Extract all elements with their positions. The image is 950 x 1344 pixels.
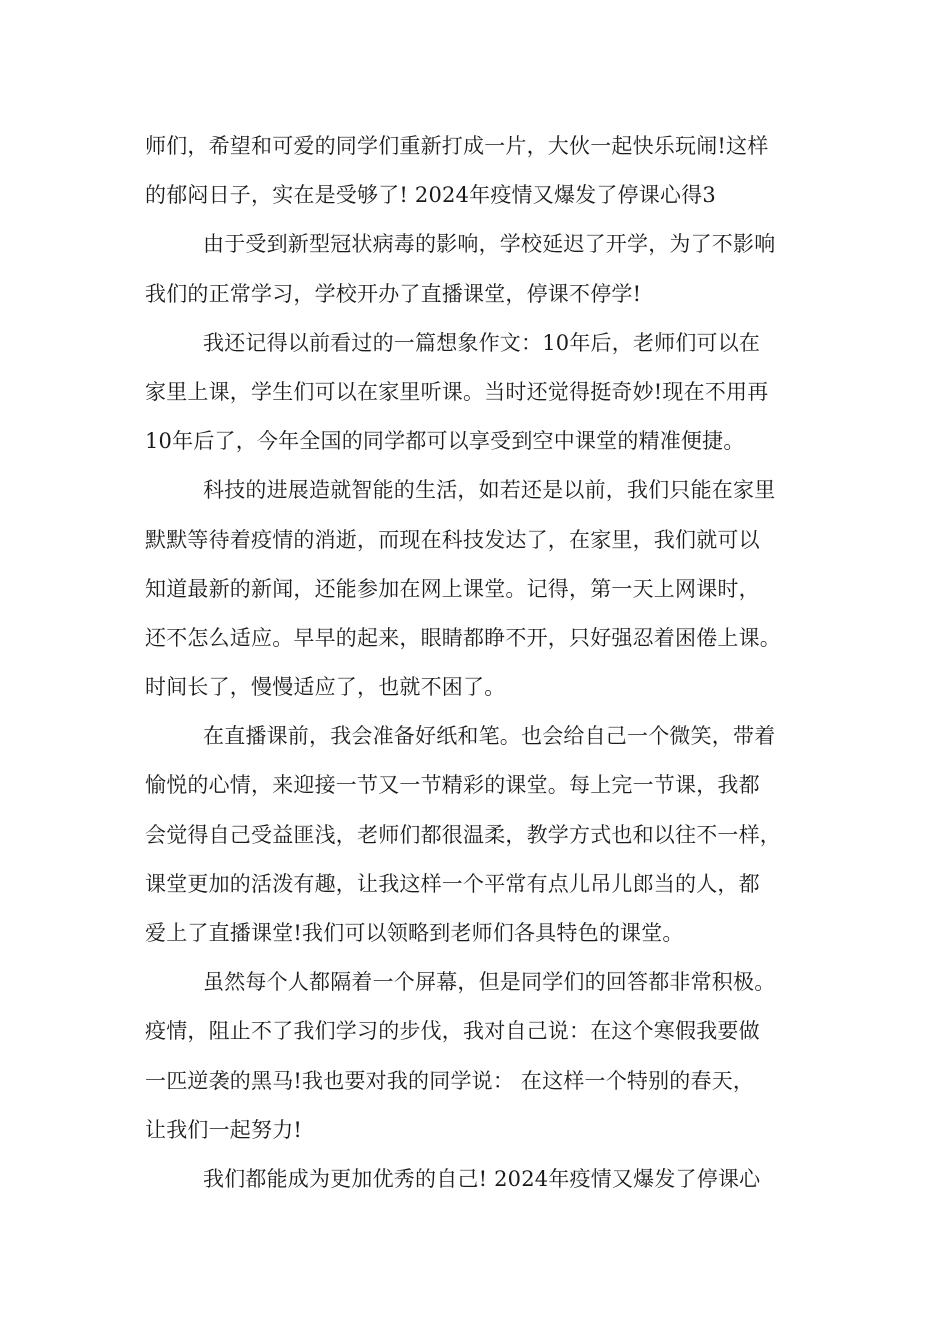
text-line: 一匹逆袭的黑马!我也要对我的同学说： 在这样一个特别的春天，: [145, 1068, 755, 1093]
text-line: 时间长了，慢慢适应了，也就不困了。: [145, 675, 506, 700]
text-line: 知道最新的新闻，还能参加在网上课堂。记得，第一天上网课时，: [145, 576, 760, 601]
paragraph-start-line: 科技的进展造就智能的生活，如若还是以前，我们只能在家里: [203, 478, 776, 503]
text-line: 会觉得自己受益匪浅，老师们都很温柔，教学方式也和以往不一样，: [145, 822, 781, 847]
text-line: 10年后了，今年全国的同学都可以享受到空中课堂的精准便捷。: [145, 429, 745, 454]
text-line: 愉悦的心情，来迎接一节又一节精彩的课堂。每上完一节课，我都: [145, 773, 760, 798]
text-line: 还不怎么适应。早早的起来，眼睛都睁不开，只好强忍着困倦上课。: [145, 625, 781, 650]
text-line: 的郁闷日子，实在是受够了! 2024年疫情又爆发了停课心得3: [145, 183, 716, 208]
text-line: 默默等待着疫情的消逝，而现在科技发达了，在家里，我们就可以: [145, 527, 760, 552]
text-line: 师们，希望和可爱的同学们重新打成一片，大伙一起快乐玩闹!这样: [145, 134, 769, 158]
paragraph-start-line: 我还记得以前看过的一篇想象作文：10年后，老师们可以在: [203, 330, 761, 355]
text-line: 课堂更加的活泼有趣，让我这样一个平常有点儿吊儿郎当的人，都: [145, 871, 760, 896]
paragraph-start-line: 由于受到新型冠状病毒的影响，学校延迟了开学，为了不影响: [203, 232, 776, 257]
text-line: 让我们一起努力!: [145, 1117, 303, 1142]
paragraph-start-line: 虽然每个人都隔着一个屏幕，但是同学们的回答都非常积极。: [203, 970, 776, 995]
text-line: 疫情，阻止不了我们学习的步伐，我对自己说：在这个寒假我要做: [145, 1019, 760, 1044]
document-body: [145, 122, 817, 1204]
paragraph-start-line: 在直播课前，我会准备好纸和笔。也会给自己一个微笑，带着: [203, 724, 776, 749]
text-line: 爱上了直播课堂!我们可以领略到老师们各具特色的课堂。: [145, 921, 684, 945]
text-line: 我们的正常学习，学校开办了直播课堂，停课不停学!: [145, 281, 642, 306]
text-line: 家里上课，学生们可以在家里听课。当时还觉得挺奇妙!现在不用再: [145, 379, 769, 404]
paragraph-start-line: 我们都能成为更加优秀的自己! 2024年疫情又爆发了停课心: [203, 1166, 761, 1191]
